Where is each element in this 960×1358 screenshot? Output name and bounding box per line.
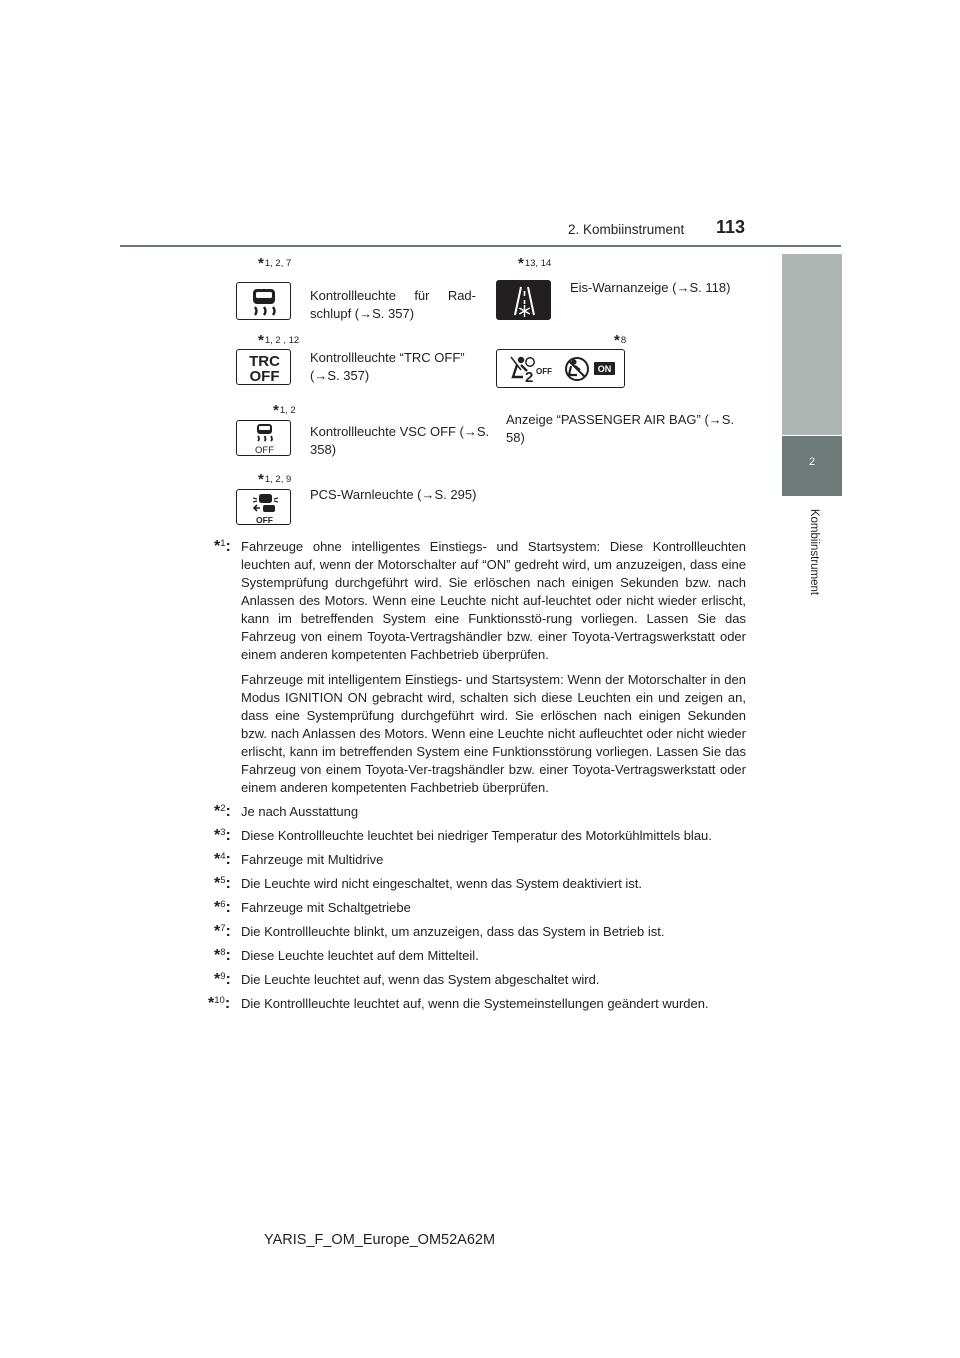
- trc-off-icon: [236, 349, 291, 385]
- page-number: 113: [716, 217, 746, 237]
- footnote-4: *$^4$: Fahrzeuge mit Multidrive: [214, 851, 384, 868]
- footnote-paragraph: Fahrzeuge mit intelligentem Einstiegs- und Startsystem: Wenn der Motorschalter in den Modus IGNITION ON gebracht wird, schalten sich diese Leuchten ein und zeigen an, dass eine Systemprüfung durchgeführt wird. Sie erlöschen nach einigen Sekunden bzw. nach Anlassen des Motors. Wenn eine Leuchte nicht aufleuchtet oder nicht wieder erlischt, kann im betreffenden System eine Funktionsstörung vorliegen. Lassen Sie das Fahrzeug von einem Toyota-Ver-tragshändler bzw. einer Toyota-Vertragswerkstatt oder einem anderen kompetenten Fachbetrieb überprüfen.: [241, 672, 746, 795]
- indicator-description: Kontrollleuchte VSC OFF (→S. 358): [310, 424, 490, 457]
- indicator-description: Kontrollleuchte für Rad-schlupf (→S. 357): [310, 288, 476, 321]
- airbag-off-label: OFF: [536, 367, 552, 376]
- indicator-description: PCS-Warnleuchte (→S. 295): [310, 487, 477, 502]
- indicator-description: Anzeige “PASSENGER AIR BAG” (→S. 58): [506, 412, 735, 445]
- document-footer: YARIS_F_OM_Europe_OM52A62M: [264, 1232, 496, 1248]
- indicator-description: Kontrollleuchte “TRC OFF” (→S. 357): [310, 350, 465, 383]
- footnotes: [208, 538, 746, 1013]
- indicator-description: Eis-Warnanzeige (→S. 118): [570, 280, 731, 295]
- indicator-footnote-ref: *13, 14: [518, 255, 552, 272]
- page-header: [0, 0, 960, 260]
- passenger-airbag-icon: [496, 349, 625, 388]
- airbag-number: 2: [525, 369, 534, 386]
- trc-label: TRC: [249, 353, 280, 370]
- footnote-1: *$^1$: Fahrzeuge ohne intelligentes Einstiegs- und Startsystem: Diese Kontrollleuchten leuchten auf, wenn der Motorschalter auf “ON” gedreht wird, um anzuzeigen, dass eine Systemprüfung durchgeführt wird. Sie erlöschen nach einigen Sekunden bzw. nach Anlassen des Motors. Wenn eine Leuchte nicht auf-leuchtet oder nicht wieder erlischt, kann im betreffenden System eine Funktionsstö-rung vorliegen. Lassen Sie das Fahrzeug von einem Toyota-Vertragshändler bzw. einer Toyota-Vertragswerkstatt oder einem anderen kompetenten Fachbetrieb überprüfen. Fahrzeuge mit intelligentem Einstiegs- und Startsystem: Wenn der Motorschalter in den Modus IGNITION ON gebracht wird, schalten sich diese Leuchten ein und zeigen an, dass eine Systemprüfung durchgeführt wird. Sie erlöschen nach einigen Sekunden bzw. nach Anlassen des Motors. Wenn eine Leuchte nicht aufleuchtet oder nicht wieder erlischt, kann im betreffenden System eine Funktionsstörung vorliegen. Lassen Sie das Fahrzeug von einem Toyota-Ver-tragshändler bzw. einer Toyota-Vertragswerkstatt oder einem anderen kompetenten Fachbetrieb überprüfen.: [214, 538, 746, 795]
- airbag-on-label: ON: [597, 364, 612, 374]
- footnote-3: *$^3$: Diese Kontrollleuchte leuchtet bei niedriger Temperatur des Motorkühlmittels blau.: [214, 827, 712, 844]
- pcs-warning-icon: [236, 489, 291, 525]
- chapter-number: 2: [808, 456, 816, 468]
- footnote-10: *$^{10}$: Die Kontrollleuchte leuchtet auf, wenn die Systemeinstellungen geändert wurden.: [208, 995, 709, 1012]
- ice-warning-icon: [496, 280, 551, 320]
- side-chapter-bar: [782, 254, 842, 435]
- off-label: OFF: [249, 368, 280, 385]
- pcs-off-label: OFF: [256, 515, 273, 525]
- indicator-footnote-ref: *1, 2, 9: [258, 471, 292, 488]
- side-chapter-tab: [782, 436, 842, 496]
- indicator-table: [232, 257, 754, 530]
- footnote-2: *$^2$: Je nach Ausstattung: [214, 803, 359, 820]
- header-divider: [120, 245, 841, 247]
- vsc-off-label: OFF: [255, 445, 274, 456]
- slip-indicator-icon: [236, 282, 291, 320]
- indicator-footnote-ref: *1, 2: [273, 402, 296, 419]
- footnote-paragraph: Fahrzeuge ohne intelligentes Einstiegs- und Startsystem: Diese Kontrollleuchten leuchten auf, wenn der Motorschalter auf “ON” gedreht wird, um anzuzeigen, dass eine Systemprüfung durchgeführt wird. Sie erlöschen nach einigen Sekunden bzw. nach Anlassen des Motors. Wenn eine Leuchte nicht auf-leuchtet oder nicht wieder erlischt, kann im betreffenden System eine Funktionsstö-rung vorliegen. Lassen Sie das Fahrzeug von einem Toyota-Vertragshändler bzw. einer Toyota-Vertragswerkstatt oder einem anderen kompetenten Fachbetrieb überprüfen.: [241, 539, 746, 662]
- footnote-5: *$^5$: Die Leuchte wird nicht eingeschaltet, wenn das System deaktiviert ist.: [214, 875, 643, 892]
- vsc-off-icon: [236, 420, 291, 456]
- footnote-6: *$^6$: Fahrzeuge mit Schaltgetriebe: [214, 899, 411, 916]
- chapter-label: Kombiinstrument: [808, 508, 820, 596]
- indicator-footnote-ref: *8: [614, 332, 627, 349]
- indicator-footnote-ref: *1, 2 , 12: [258, 332, 300, 349]
- footnote-8: *$^8$: Diese Leuchte leuchtet auf dem Mittelteil.: [214, 947, 479, 964]
- footnote-9: *$^9$: Die Leuchte leuchtet auf, wenn das System abgeschaltet wird.: [214, 971, 600, 988]
- section-title: 2. Kombiinstrument: [568, 222, 685, 237]
- footnote-7: *$^7$: Die Kontrollleuchte blinkt, um anzuzeigen, dass das System in Betrieb ist.: [214, 923, 665, 940]
- indicator-footnote-ref: *1, 2, 7: [258, 255, 292, 272]
